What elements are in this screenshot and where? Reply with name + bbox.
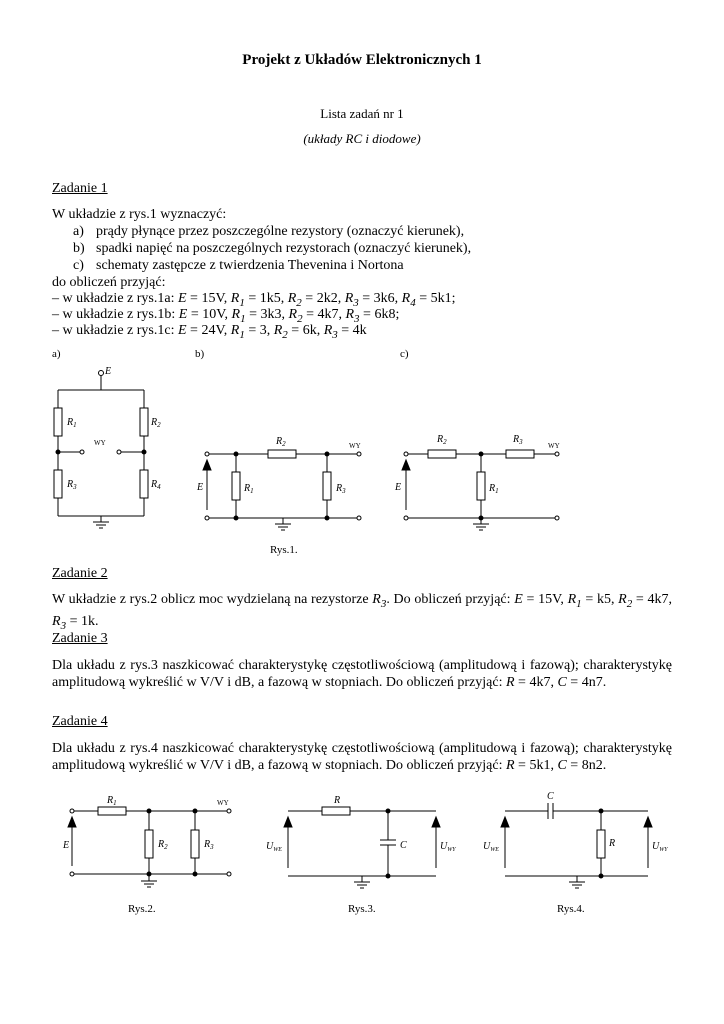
resistor-R3 [323, 472, 331, 500]
node-E [99, 371, 104, 376]
resistor-R [322, 807, 350, 815]
svg-text:R3: $R_3$ [67, 479, 77, 491]
fig1-label-c: c) [400, 348, 409, 360]
resistor-R1 [54, 408, 62, 436]
resistor-R1 [477, 472, 485, 500]
resistor-R2 [428, 450, 456, 458]
svg-text:R4: $R_4$ [151, 479, 161, 491]
circuit-1b [196, 436, 361, 530]
resistor-R3 [54, 470, 62, 498]
val-R1: 3k3 [260, 307, 282, 322]
item-text: spadki napięć na poszczególnych rezystorach (oznaczyć kierunek), [96, 241, 472, 256]
svg-text:R3: $R_3$ [204, 839, 214, 851]
fig2-caption: Rys.2. [128, 903, 156, 915]
arrow-up-icon [203, 460, 211, 470]
svg-text:R2: $R_2$ [158, 839, 168, 851]
arrow-up-icon [284, 817, 292, 827]
document-title: Projekt z Układów Elektronicznych 1 [242, 52, 482, 68]
svg-text:R2: $R_2$ [151, 417, 161, 429]
val-R1: 3 [259, 323, 267, 338]
item-label: b) [73, 241, 85, 256]
svg-text:UWY: $U_{WY}$ [652, 841, 668, 853]
resistor-R2 [140, 408, 148, 436]
resistor-R3 [506, 450, 534, 458]
resistor-R1 [98, 807, 126, 815]
task2-heading: Zadanie 2 [52, 566, 108, 581]
svg-text:WY: WY [217, 799, 229, 807]
circuit-rys3 [266, 795, 456, 915]
item-text: schematy zastępcze z twierdzenia Thevenina i Nortona [96, 258, 404, 273]
fig3-caption: Rys.3. [348, 903, 376, 915]
circuit-1a [54, 366, 161, 528]
svg-text:WY: WY [94, 439, 106, 447]
fig1-label-a: a) [52, 348, 61, 360]
val-R4: 5k1 [430, 291, 452, 306]
val-R2: 2k2 [316, 291, 338, 306]
svg-text:R1: $R_1$ [244, 483, 254, 495]
svg-text:R1: $R_1$ [107, 795, 117, 807]
svg-text:E: E [395, 482, 402, 493]
case-prefix: – w układzie z rys.1b: [52, 307, 179, 322]
task1-intro: W układzie z rys.1 wyznaczyć: [52, 207, 227, 222]
svg-text:R1: $R_1$ [489, 483, 499, 495]
svg-text:WY: WY [349, 442, 361, 450]
svg-text:R2: $R_2$ [276, 436, 286, 448]
svg-text:R: R [334, 795, 341, 806]
svg-text:R2: $R_2$ [437, 434, 447, 446]
circuit-rys2 [62, 795, 231, 915]
svg-text:WY: WY [548, 442, 560, 450]
val-R3: 4k [352, 323, 367, 338]
arrow-up-icon [644, 817, 652, 827]
item-label: a) [73, 224, 84, 239]
arrow-up-icon [68, 817, 76, 827]
val-R3: 6k8 [374, 307, 396, 322]
fig4-caption: Rys.4. [557, 903, 585, 915]
val-R2: 4k7 [317, 307, 339, 322]
fig1-caption: Rys.1. [270, 544, 298, 556]
val-R1: 1k5 [259, 291, 281, 306]
task1-case-c: – w układzie z rys.1c: E = 24V, $R_1 = 3$, $R_2 = 6k$, $R_3 = 4k$ [52, 323, 367, 341]
arrow-up-icon [432, 817, 440, 827]
svg-text:C: C [400, 840, 407, 851]
resistor-R2 [268, 450, 296, 458]
svg-text:UWE: $U_{WE}$ [266, 841, 282, 853]
item-label: c) [73, 258, 84, 273]
resistor-R3 [191, 830, 199, 858]
resistor-R2 [145, 830, 153, 858]
svg-text:R1: $R_1$ [67, 417, 77, 429]
val-R3: 3k6 [373, 291, 395, 306]
svg-text:R: R [609, 838, 616, 849]
task1-case-b: – w układzie z rys.1b: E = 10V, $R_1 = 3k3$, $R_2 = 4k7$, $R_3 = 6k8$; [52, 307, 400, 325]
svg-text:E: E [63, 840, 70, 851]
task4-text: Dla układu z rys.4 naszkicować charakterystykę częstotliwościową (amplitudową i fazową); charakterystykę amplitudową wykreślić w V/V i dB, a fazową w stopniach. Do obliczeń przyjąć: R = 5k1, C = 8n2. [52, 741, 672, 773]
case-prefix: – w układzie z rys.1a: [52, 291, 178, 306]
task2-text: W układzie z rys.2 oblicz moc wydzielaną na rezystorze $R_3$. Do obliczeń przyjąć: E = 15V, $R_1 = k5$, $R_2 = 4k7$, $R_3 = 1k$. [52, 592, 673, 632]
svg-text:C: C [547, 791, 554, 802]
fig1-label-b: b) [195, 348, 205, 360]
val-R2: 6k [302, 323, 317, 338]
svg-text:UWY: $U_{WY}$ [440, 841, 456, 853]
circuit-1c [394, 434, 560, 530]
list-subtitle: (układy RC i diodowe) [303, 131, 421, 146]
resistor-R [597, 830, 605, 858]
resistor-R1 [232, 472, 240, 500]
arrow-up-icon [501, 817, 509, 827]
task1-case-a: – w układzie z rys.1a: E = 15V, $R_1 = 1k5$, $R_2 = 2k2$, $R_3 = 3k6$, $R_4 = 5k1$; [52, 291, 456, 309]
task3-text: Dla układu z rys.3 naszkicować charakterystykę częstotliwościową (amplitudową i fazową); charakterystykę amplitudową wykreślić w V/V i dB, a fazową w stopniach. Do obliczeń przyjąć: R = 4k7, C = 4n7. [52, 658, 672, 690]
case-prefix: – w układzie z rys.1c: [52, 323, 178, 338]
arrow-up-icon [402, 460, 410, 470]
task1-assume: do obliczeń przyjąć: [52, 275, 166, 290]
task3-heading: Zadanie 3 [52, 631, 108, 646]
item-text: prądy płynące przez poszczególne rezystory (oznaczyć kierunek), [96, 224, 465, 239]
svg-text:E: E [197, 482, 204, 493]
val-E: 15V [201, 291, 224, 306]
svg-text:UWE: $U_{WE}$ [483, 841, 499, 853]
val-E: 10V [202, 307, 225, 322]
resistor-R4 [140, 470, 148, 498]
svg-text:R3: $R_3$ [513, 434, 523, 446]
circuit-rys4 [483, 791, 668, 915]
val-E: 24V [201, 323, 224, 338]
svg-text:E: E [105, 366, 112, 377]
list-title: Lista zadań nr 1 [320, 106, 404, 121]
svg-text:R3: $R_3$ [336, 483, 346, 495]
task1-heading: Zadanie 1 [52, 181, 108, 196]
task4-heading: Zadanie 4 [52, 714, 108, 729]
